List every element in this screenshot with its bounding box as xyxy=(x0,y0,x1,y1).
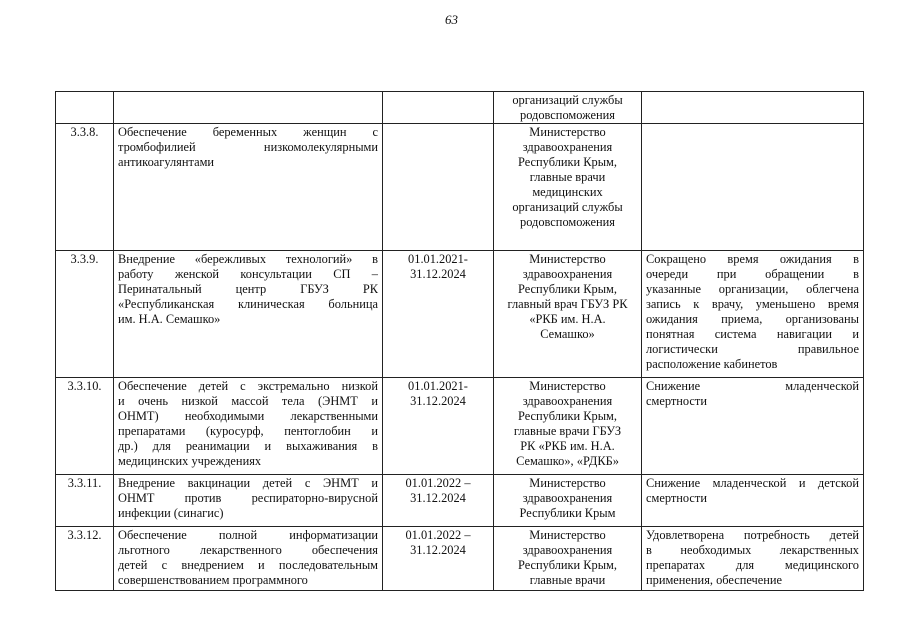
executor-cell-line: Семашко» xyxy=(540,327,595,341)
measure-cell-line: медицинских учреждениях xyxy=(118,454,262,468)
measure-cell-line: льготного лекарственного обеспечения xyxy=(118,543,378,557)
executor-cell-line: медицинских xyxy=(532,185,603,199)
executor-cell-line: здравоохранения xyxy=(522,394,613,408)
executor-cell-line: здравоохранения xyxy=(522,267,613,281)
result-cell xyxy=(642,124,864,251)
table-row xyxy=(56,92,864,124)
result-cell-line: смертности xyxy=(646,394,707,408)
executor-cell-line: Министерство xyxy=(529,379,606,393)
executor-cell-line: здравоохранения xyxy=(522,543,613,557)
measure-cell xyxy=(114,124,383,251)
row-number: 3.3.10. xyxy=(56,378,114,475)
measure-cell-line: Обеспечение детей с экстремально низкой xyxy=(118,379,378,393)
measure-cell-line: совершенствованием программного xyxy=(118,573,308,587)
period-cell xyxy=(383,527,494,591)
period-cell xyxy=(383,124,494,251)
measure-cell-line: тромбофилией низкомолекулярными xyxy=(118,140,378,154)
executor-cell xyxy=(494,124,642,251)
executor-cell-line: здравоохранения xyxy=(522,491,613,505)
executor-cell-line: Республики Крым xyxy=(519,506,616,520)
period-cell xyxy=(383,378,494,475)
result-cell xyxy=(642,475,864,527)
executor-cell-line: Республики Крым, xyxy=(518,155,617,169)
measure-cell-line: Внедрение вакцинации детей с ЭНМТ и xyxy=(118,476,378,490)
table-row xyxy=(56,527,864,591)
executor-cell-line: Республики Крым, xyxy=(518,409,617,423)
executor-cell-line: Министерство xyxy=(529,125,606,139)
executor-cell-line: Семашко», «РДКБ» xyxy=(516,454,619,468)
row-number: 3.3.9. xyxy=(56,251,114,378)
executor-cell-line: здравоохранения xyxy=(522,140,613,154)
period-cell xyxy=(383,251,494,378)
executor-cell-line: «РКБ им. Н.А. xyxy=(529,312,606,326)
row-number: 3.3.12. xyxy=(56,527,114,591)
table-row xyxy=(56,124,864,251)
executor-cell-line: организаций службы xyxy=(512,200,623,214)
row-number: 3.3.8. xyxy=(56,124,114,251)
period-cell xyxy=(383,475,494,527)
executor-cell-line: родовспоможения xyxy=(520,108,615,122)
executor-cell xyxy=(494,527,642,591)
measure-cell-line: ОНМТ) необходимыми лекарственными xyxy=(118,409,378,423)
executor-cell-line: главные врачи xyxy=(529,170,606,184)
measure-cell xyxy=(114,92,383,124)
table-row xyxy=(56,378,864,475)
executor-cell-line: Министерство xyxy=(529,528,606,542)
result-cell xyxy=(642,92,864,124)
measure-cell xyxy=(114,527,383,591)
result-cell-line: Сокращено время ожидания в xyxy=(646,252,859,266)
result-cell-line: указанные организации, облегчена xyxy=(646,282,859,296)
measure-cell-line: антикоагулянтами xyxy=(118,155,215,169)
period-cell-line: 01.01.2021- xyxy=(408,252,468,266)
row-number: 3.3.11. xyxy=(56,475,114,527)
period-cell-line: 31.12.2024 xyxy=(410,543,466,557)
measure-cell-line: им. Н.А. Семашко» xyxy=(118,312,221,326)
measure-cell-line: детей с внедрением и последовательным xyxy=(118,558,378,572)
result-cell xyxy=(642,251,864,378)
result-cell-line: Удовлетворена потребность детей xyxy=(646,528,859,542)
result-cell-line: Снижение младенческой и детской xyxy=(646,476,859,490)
period-cell-line: 31.12.2024 xyxy=(410,267,466,281)
executor-cell xyxy=(494,475,642,527)
period-cell-line: 31.12.2024 xyxy=(410,491,466,505)
measure-cell-line: «Республиканская клиническая больница xyxy=(118,297,378,311)
result-cell xyxy=(642,527,864,591)
period-cell xyxy=(383,92,494,124)
measure-cell xyxy=(114,378,383,475)
period-cell-line: 01.01.2022 – xyxy=(405,476,471,490)
executor-cell xyxy=(494,251,642,378)
table-row xyxy=(56,251,864,378)
row-number xyxy=(56,92,114,124)
executor-cell-line: Министерство xyxy=(529,476,606,490)
executor-cell-line: РК «РКБ им. Н.А. xyxy=(520,439,615,453)
measure-cell xyxy=(114,251,383,378)
period-cell-line: 01.01.2021- xyxy=(408,379,468,393)
executor-cell-line: главные врачи ГБУЗ xyxy=(513,424,622,438)
executor-cell-line: родовспоможения xyxy=(520,215,615,229)
measure-cell-line: др.) для реанимации и выхаживания в xyxy=(118,439,378,453)
measure-cell-line: и очень низкой массой тела (ЭНМТ и xyxy=(118,394,378,408)
executor-cell-line: главные врачи xyxy=(529,573,606,587)
executor-cell-line: Республики Крым, xyxy=(518,282,617,296)
measures-table xyxy=(55,91,864,591)
page-number: 63 xyxy=(445,12,458,27)
executor-cell-line: организаций службы xyxy=(512,93,623,107)
result-cell-line: понятная система навигации и xyxy=(646,327,859,341)
result-cell-line: очереди при обращении в xyxy=(646,267,859,281)
measure-cell-line: инфекции (синагис) xyxy=(118,506,224,520)
period-cell-line: 01.01.2022 – xyxy=(405,528,471,542)
measure-cell-line: Обеспечение беременных женщин с xyxy=(118,125,378,139)
result-cell-line: ожидания приема, организованы xyxy=(646,312,859,326)
measure-cell xyxy=(114,475,383,527)
result-cell-line: Снижение младенческой xyxy=(646,379,859,393)
measure-cell-line: Внедрение «бережливых технологий» в xyxy=(118,252,378,266)
executor-cell-line: главный врач ГБУЗ РК xyxy=(507,297,628,311)
result-cell-line: смертности xyxy=(646,491,707,505)
result-cell-line: в необходимых лекарственных xyxy=(646,543,859,557)
result-cell xyxy=(642,378,864,475)
measure-cell-line: работу женской консультации СП – xyxy=(118,267,378,281)
result-cell-line: расположение кабинетов xyxy=(646,357,778,371)
executor-cell xyxy=(494,378,642,475)
measure-cell-line: Обеспечение полной информатизации xyxy=(118,528,378,542)
measure-cell-line: препаратами (куросурф, пентоглобин и xyxy=(118,424,378,438)
executor-cell-line: Министерство xyxy=(529,252,606,266)
measure-cell-line: ОНМТ против респираторно-вирусной xyxy=(118,491,378,505)
executor-cell xyxy=(494,92,642,124)
period-cell-line: 31.12.2024 xyxy=(410,394,466,408)
result-cell-line: препаратах для медицинского xyxy=(646,558,859,572)
result-cell-line: логистически правильное xyxy=(646,342,859,356)
result-cell-line: применения, обеспечение xyxy=(646,573,783,587)
measure-cell-line: Перинатальный центр ГБУЗ РК xyxy=(118,282,378,296)
executor-cell-line: Республики Крым, xyxy=(518,558,617,572)
table-row xyxy=(56,475,864,527)
result-cell-line: запись к врачу, уменьшено время xyxy=(646,297,859,311)
